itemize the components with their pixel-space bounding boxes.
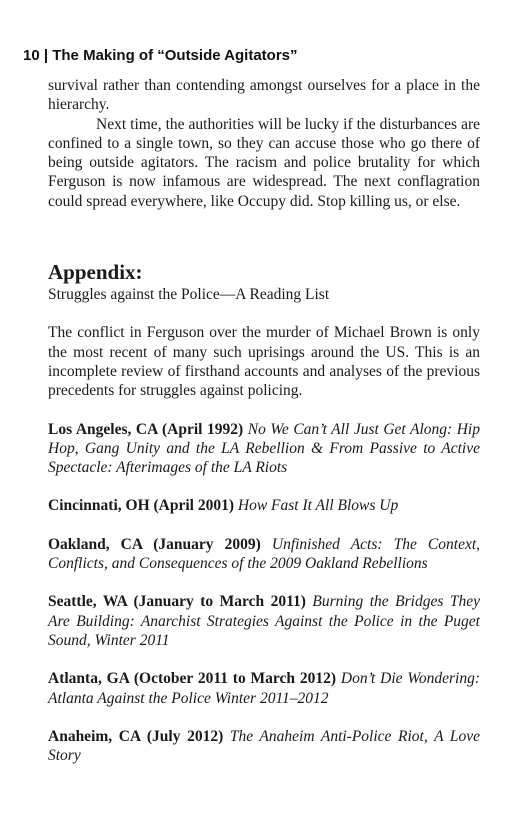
reading-list-entry [48, 727, 480, 766]
reading-list-entry [48, 496, 480, 515]
reading-list-entry [48, 535, 480, 574]
entry-place: Seattle, WA (January to March 2011) [48, 593, 306, 611]
entry-works: Burning the Bridges They Are Building: Anarchist Strategies Against the Police in the Puget Sound, Winter 2011 [48, 593, 480, 649]
appendix-subtitle: Struggles against the Police—A Reading List [48, 286, 330, 304]
page-content [48, 76, 480, 765]
running-title: The Making of “Outside Agitators” [52, 47, 298, 64]
body-paragraph-2: Next time, the authorities will be lucky if the disturbances are confined to a single town, so they can accuse those who go there of being outside agitators. The racism and police brutality for which Ferguson is now infamous are widespread. The next conflagration could spread everywhere, like Occupy did. Stop killing us, or else. [48, 115, 480, 210]
entry-place: Los Angeles, CA (April 1992) [48, 420, 244, 438]
reading-list-entry [48, 592, 480, 650]
entry-place: Anaheim, CA (July 2012) [48, 727, 224, 745]
appendix-intro: The conflict in Ferguson over the murder of Michael Brown is only the most recent of many such uprisings around the US. This is an incomplete review of firsthand accounts and analyses of the previous precedents for struggles against policing. [48, 324, 480, 400]
entry-place: Oakland, CA (January 2009) [48, 535, 261, 553]
entry-works: How Fast It All Blows Up [237, 497, 399, 515]
entry-works: Don’t Die Wondering: Atlanta Against the Police Winter 2011–2012 [48, 670, 480, 707]
appendix-title: Appendix: [48, 260, 143, 285]
entry-works: Unfinished Acts: The Context, Conflicts, and Consequences of the 2009 Oakland Rebellions [48, 535, 481, 573]
entry-works: No We Can’t All Just Get Along: Hip Hop, Gang Unity and the LA Rebellion & From Passive to Active Spectacle: Afterimages of the LA Riots [48, 420, 480, 477]
reading-list-entry [48, 420, 480, 478]
reading-list-entry [48, 669, 480, 708]
entry-place: Cincinnati, OH (April 2001) [48, 497, 235, 515]
entry-works: The Anaheim Anti-Police Riot, A Love Story [48, 727, 480, 765]
running-header [23, 47, 493, 64]
body-paragraph-1: survival rather than contending amongst ourselves for a place in the hierarchy. [48, 77, 480, 114]
header-separator: | [43, 47, 49, 64]
entry-place: Atlanta, GA (October 2011 to March 2012) [48, 670, 337, 688]
page-number: 10 [23, 47, 40, 64]
